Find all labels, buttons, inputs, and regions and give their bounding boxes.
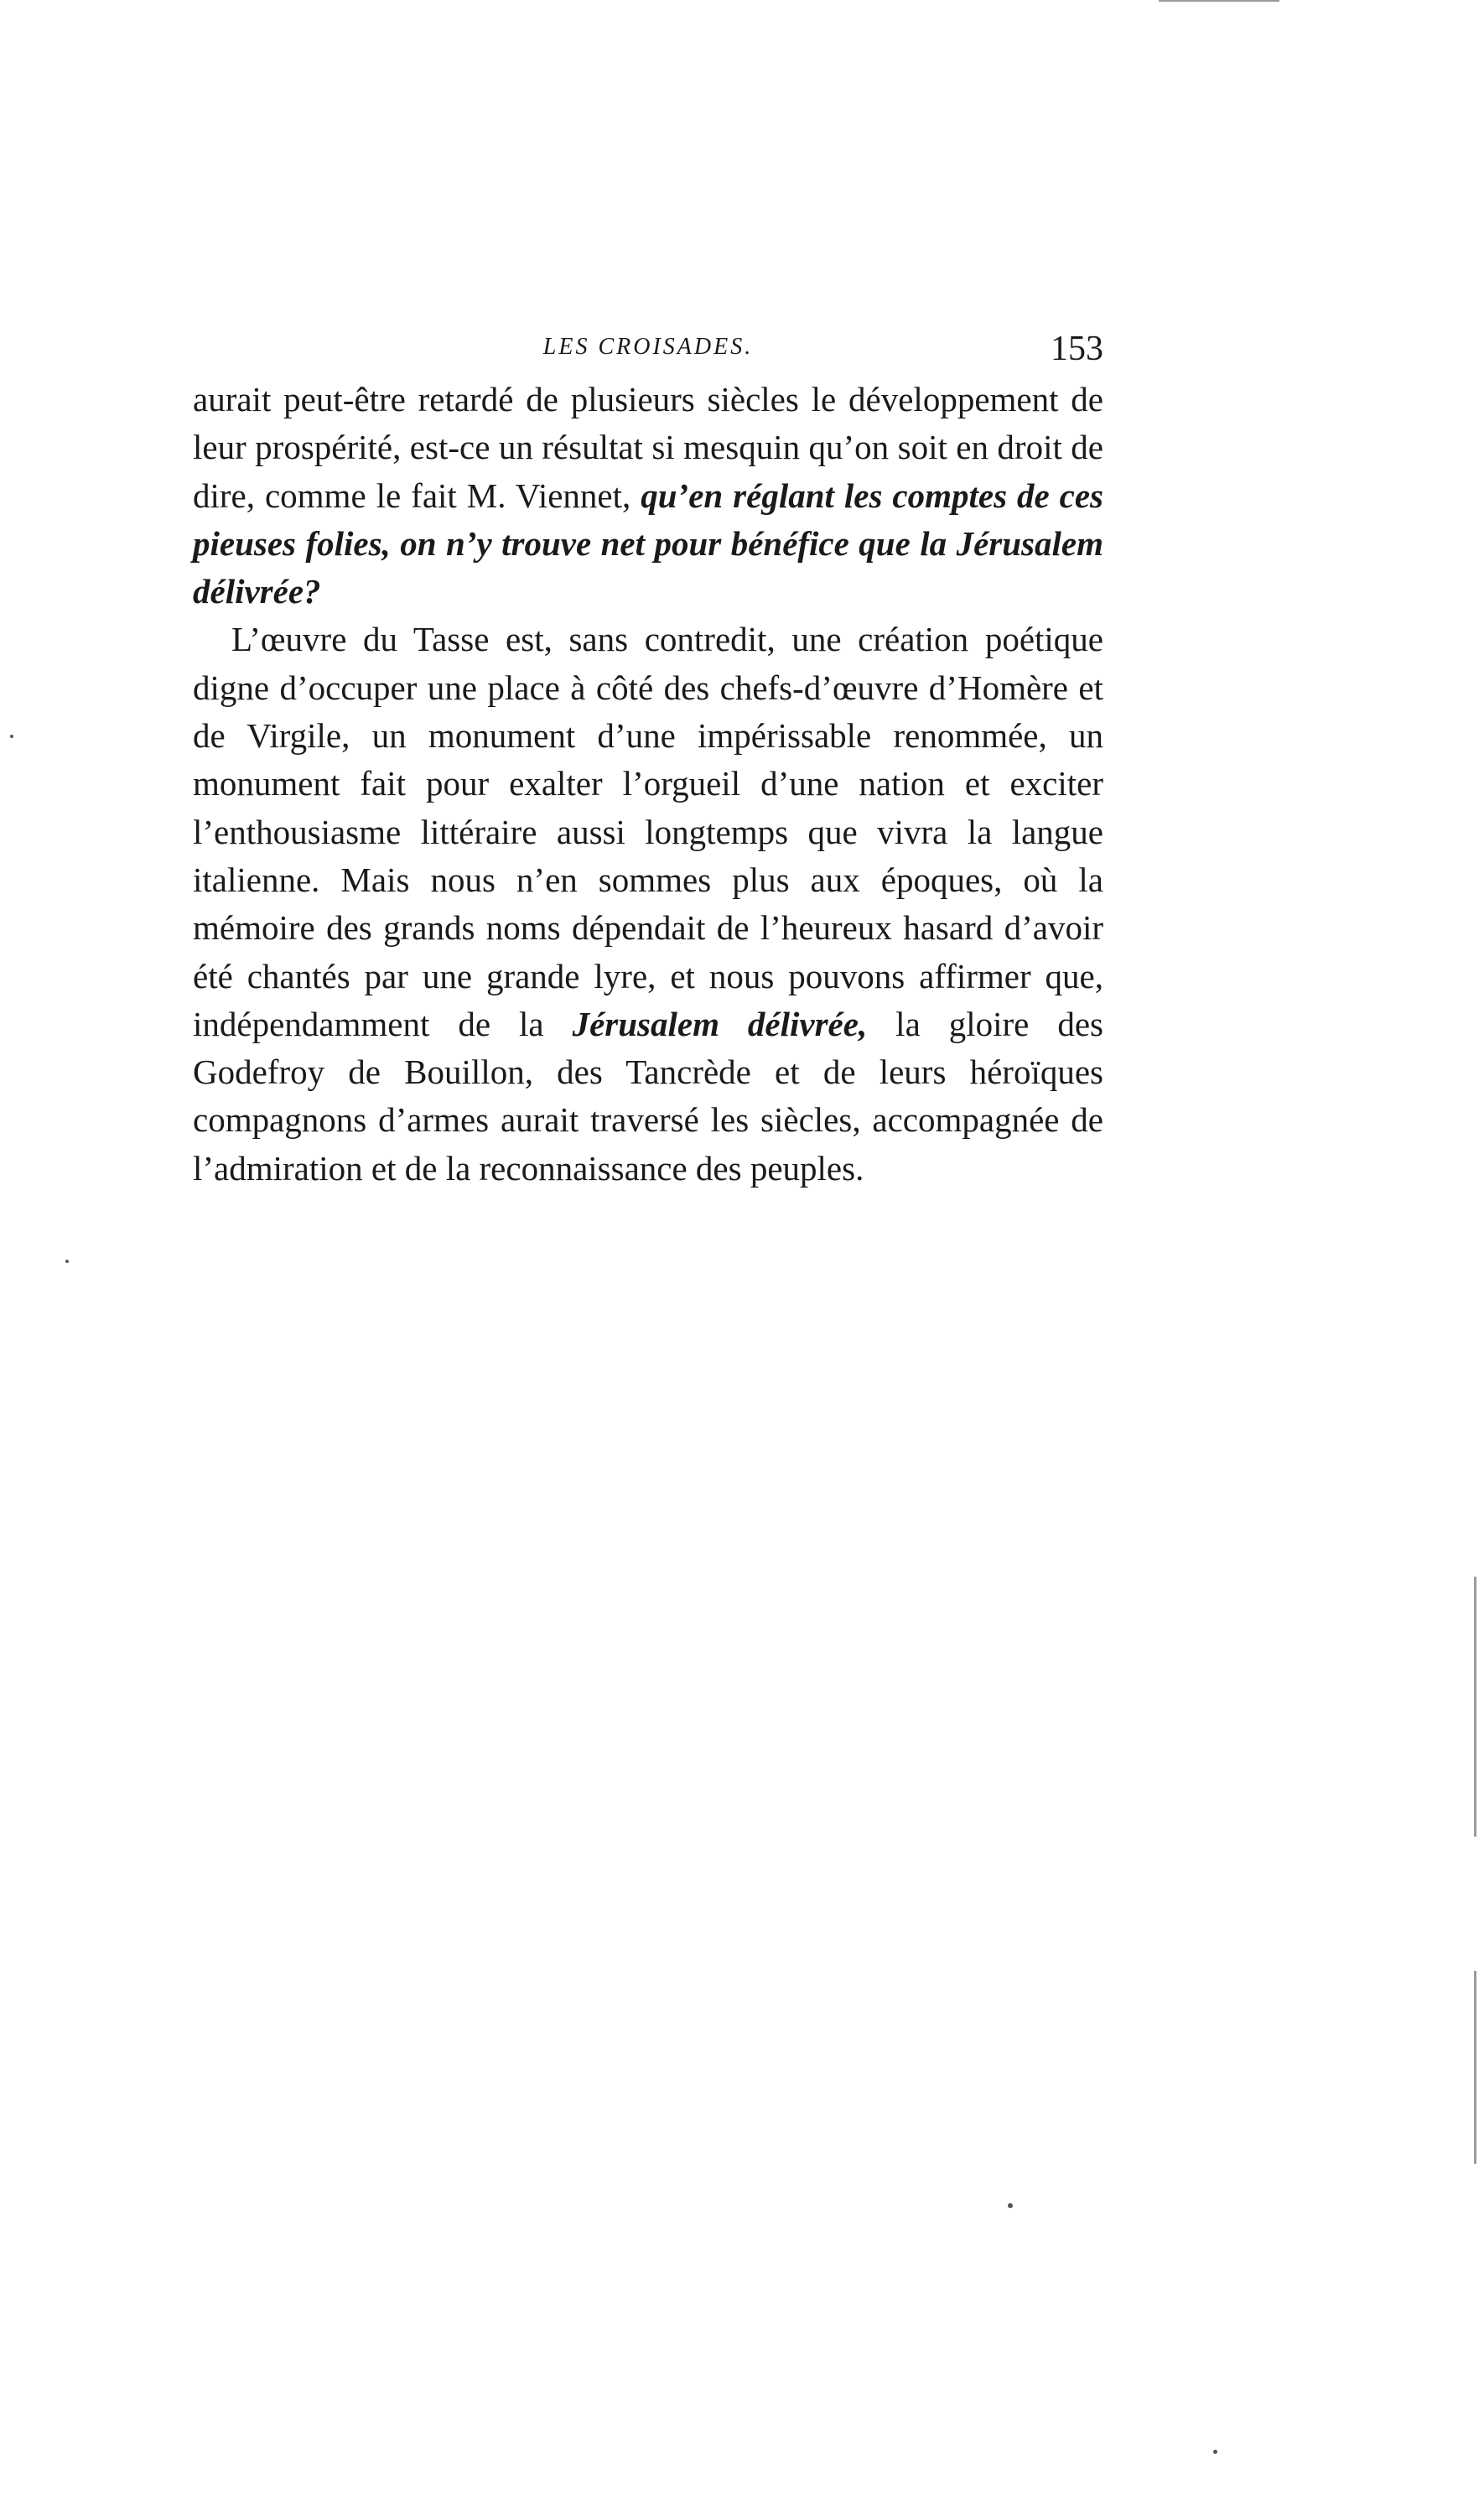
paragraph-text: la gloire des Godefroy de Bouillon, des Tancrède et de leurs héroïques compagnons d’armes aurait traversé les siècles, accompagnée de l’admiration et de la reconnaissance des peuples.	[193, 1004, 1103, 1188]
page-number: 153	[1051, 330, 1103, 368]
running-title: LES CROISADES.	[542, 334, 754, 360]
italic-title: Jérusalem délivrée,	[572, 1004, 868, 1043]
paragraph-text: L’œuvre du Tasse est, sans contredit, une création poétique digne d’occuper une place à côté des chefs-d’œuvre d’Homère et de Virgile, un monument d’une impérissable renommée, un monument fait pour exalter l’orgueil d’une nation et exciter l’enthousiasme littéraire aussi longtemps que vivra la langue italienne. Mais nous n’en sommes plus aux époques, où la mémoire des grands noms dépendait de l’heureux hasard d’avoir été chantés par une grande lyre, et nous pouvons affirmer que, indépendamment de la	[193, 620, 1103, 1043]
italic-quotation: qu’en réglant les comptes de ces pieuses folies, on n’y trouve net pour bénéfice que la Jérusalem délivrée?	[193, 476, 1104, 611]
scan-speck	[1213, 2450, 1217, 2454]
scan-speck	[10, 735, 13, 738]
scan-edge-line	[1159, 0, 1279, 2]
scan-edge-line	[1474, 1971, 1476, 2164]
running-head	[193, 329, 1103, 371]
scan-edge-line	[1474, 1577, 1476, 1837]
body-text	[193, 376, 1103, 1193]
paragraph	[193, 616, 1103, 1193]
paragraph-text: aurait peut-être retardé de plusieurs siècles le développement de leur prospérité, est-ce un résultat si mesquin qu’on soit en droit de dire, comme le fait M. Viennet,	[193, 380, 1103, 515]
scan-speck	[65, 1260, 69, 1263]
scan-speck	[1008, 2203, 1013, 2208]
paragraph-continuation	[193, 376, 1103, 616]
